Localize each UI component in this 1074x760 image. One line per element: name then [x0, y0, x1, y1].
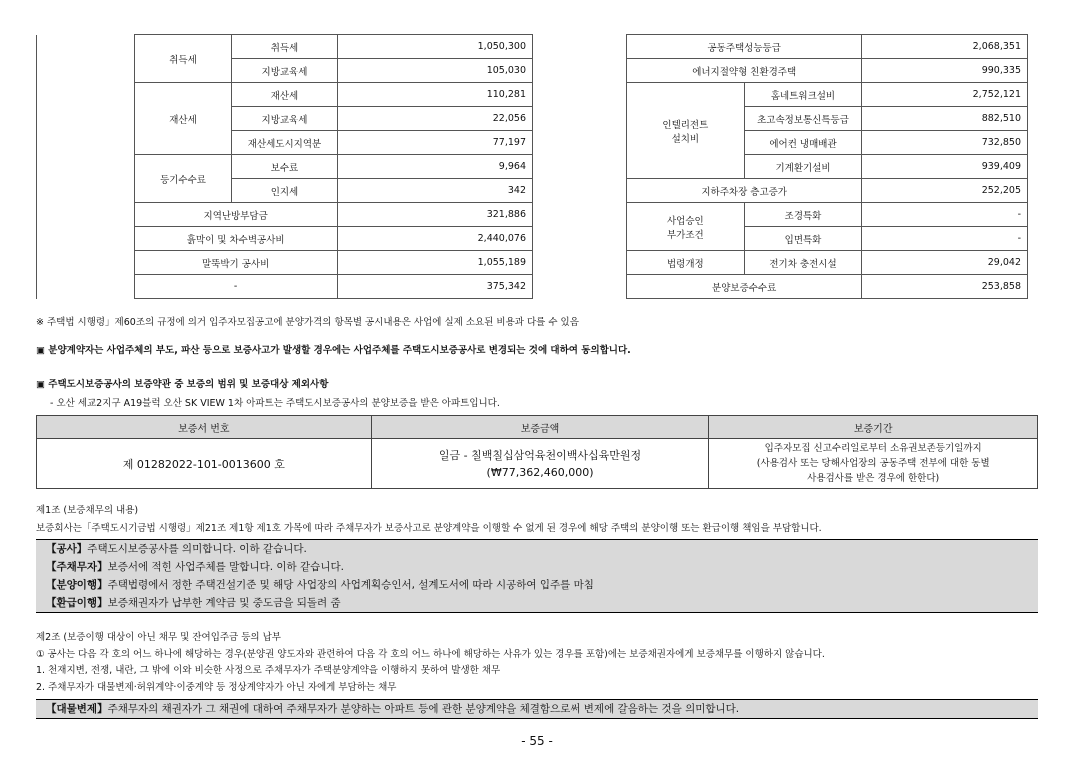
item-eco-housing: 에너지절약형 친환경주택	[627, 59, 862, 83]
note-guarantee-scope: ▣ 주택도시보증공사의 보증약관 중 보증의 범위 및 보증대상 제외사항	[36, 379, 329, 390]
article1-body: 보증회사는「주택도시기금법 시행령」제21조 제1항 제1호 가목에 따라 주채무자가 보증사고로 분양계약을 이행할 수 없게 된 경우에 해당 주택의 분양이행 또는 환급이행 책임을 부담합니다.	[36, 523, 822, 534]
item-ventilation: 기계환기설비	[744, 155, 862, 179]
item-guarantee-fee: 분양보증수수료	[627, 275, 862, 299]
article2-title: 제2조 (보증이행 대상이 아닌 채무 및 잔여입주금 등의 납부	[36, 632, 281, 643]
cost-table-right	[626, 34, 1028, 299]
value-ventilation: 939,409	[862, 155, 1028, 179]
definition-row	[36, 558, 1038, 576]
header-guarantee-number: 보증서 번호	[37, 416, 372, 439]
article2-line3: 2. 주채무자가 대물변제·허위계약·이중계약 등 정상계약자가 아닌 자에게 부담하는 채무	[36, 682, 397, 693]
item-home-network: 홈네트워크설비	[744, 83, 862, 107]
note-apartment-guarantee: - 오산 세교2지구 A19블럭 오산 SK VIEW 1차 아파트는 주택도시보증공사의 분양보증을 받은 아파트입니다.	[50, 398, 500, 409]
item-ac-piping: 에어컨 냉매배관	[744, 131, 862, 155]
value-urban-area-tax: 77,197	[337, 131, 532, 155]
item-commission: 보수료	[232, 155, 337, 179]
value-local-education-tax-2: 22,056	[337, 107, 532, 131]
definition-term: 【주채무자】	[46, 561, 108, 573]
guarantee-period	[709, 439, 1038, 489]
substitution-text: 주채무자의 채권자가 그 채권에 대하여 주채무자가 분양하는 아파트 등에 관한 분양계약을 체결함으로써 변제에 갈음하는 것을 의미합니다.	[107, 703, 740, 715]
header-guarantee-period: 보증기간	[709, 416, 1038, 439]
guarantee-period-line2: (사용검사 또는 당해사업장의 공동주택 전부에 대한 동별	[756, 458, 990, 469]
value-local-education-tax-1: 105,030	[337, 59, 532, 83]
group-registration-fee: 등기수수료	[134, 155, 232, 203]
group-acquisition-tax: 취득세	[134, 35, 232, 83]
substitution-row	[36, 700, 1038, 718]
item-facade: 입면특화	[744, 227, 862, 251]
item-acquisition-tax: 취득세	[232, 35, 337, 59]
guarantee-amount-words: 일금 - 칠백칠십삼억육천이백사십육만원정	[438, 448, 642, 462]
value-guarantee-fee: 253,858	[862, 275, 1028, 299]
item-district-heating: 지역난방부담금	[134, 203, 337, 227]
group-intelligent: 인텔리전트 설치비	[627, 83, 745, 179]
group-approval-conditions: 사업승인 부가조건	[627, 203, 745, 251]
guarantee-period-line1: 입주자모집 신고수리일로부터 소유권보존등기일까지	[764, 443, 982, 454]
definition-row	[36, 540, 1038, 558]
value-piling: 1,055,189	[337, 251, 532, 275]
item-stamp-tax: 인지세	[232, 179, 337, 203]
guarantee-table	[36, 415, 1038, 489]
article2-line2: 1. 천재지변, 전쟁, 내란, 그 밖에 이와 비슷한 사정으로 주채무자가 주택분양계약을 이행하지 못하여 발생한 채무	[36, 665, 501, 676]
item-local-education-tax-2: 지방교육세	[232, 107, 337, 131]
item-urban-area-tax: 재산세도시지역분	[232, 131, 337, 155]
definition-text: 주택도시보증공사를 의미합니다. 이하 같습니다.	[87, 543, 307, 555]
definition-term: 【분양이행】	[46, 579, 108, 591]
substitution-term: 【대물변제】	[46, 703, 108, 715]
value-stamp-tax: 342	[337, 179, 532, 203]
item-property-tax: 재산세	[232, 83, 337, 107]
guarantee-amount	[371, 439, 709, 489]
definition-text: 보증채권자가 납부한 계약금 및 중도금을 되돌려 줌	[107, 597, 341, 609]
guarantee-period-line3: 사용검사를 받은 경우에 한한다)	[807, 473, 940, 484]
note-consent: ▣ 분양계약자는 사업주체의 부도, 파산 등으로 보증사고가 발생할 경우에는 사업주체를 주택도시보증공사로 변경되는 것에 대하여 동의합니다.	[36, 345, 631, 356]
definition-text: 보증서에 적힌 사업주체를 말합니다. 이하 같습니다.	[107, 561, 344, 573]
left-table-margin	[37, 35, 135, 59]
guarantee-number: 제 01282022-101-0013600 호	[37, 439, 372, 489]
value-broadband: 882,510	[862, 107, 1028, 131]
value-ac-piping: 732,850	[862, 131, 1028, 155]
value-home-network: 2,752,121	[862, 83, 1028, 107]
definition-term: 【환급이행】	[46, 597, 108, 609]
definitions-box	[36, 539, 1038, 613]
item-broadband: 초고속정보통신특등급	[744, 107, 862, 131]
item-retaining-wall: 흙막이 및 차수벽공사비	[134, 227, 337, 251]
item-housing-performance: 공동주택성능등급	[627, 35, 862, 59]
value-eco-housing: 990,335	[862, 59, 1028, 83]
item-ev-charging: 전기차 충전시설	[744, 251, 862, 275]
article1-title: 제1조 (보증채무의 내용)	[36, 505, 139, 516]
value-landscaping: -	[862, 203, 1028, 227]
item-dash: -	[134, 275, 337, 299]
value-commission: 9,964	[337, 155, 532, 179]
definition-text: 주택법령에서 정한 주택건설기준 및 해당 사업장의 사업계획승인서, 설계도서에 따라 시공하여 입주를 마침	[107, 579, 594, 591]
header-guarantee-amount: 보증금액	[371, 416, 709, 439]
note-housing-act: ※ 주택법 시행령」제60조의 규정에 의거 입주자모집공고에 분양가격의 항목별 공시내용은 사업에 실제 소요된 비용과 다를 수 있음	[36, 317, 579, 328]
group-law-revision: 법령개정	[627, 251, 745, 275]
value-housing-performance: 2,068,351	[862, 35, 1028, 59]
item-piling: 말뚝박기 공사비	[134, 251, 337, 275]
guarantee-amount-number: (₩77,362,460,000)	[486, 465, 594, 479]
definition-row	[36, 594, 1038, 612]
definition-row	[36, 576, 1038, 594]
page-number: - 55 -	[521, 734, 553, 748]
value-property-tax: 110,281	[337, 83, 532, 107]
item-parking-height: 지하주차장 층고증가	[627, 179, 862, 203]
substitution-box	[36, 699, 1038, 719]
cost-table-left	[36, 34, 533, 299]
value-ev-charging: 29,042	[862, 251, 1028, 275]
value-facade: -	[862, 227, 1028, 251]
item-landscaping: 조경특화	[744, 203, 862, 227]
value-district-heating: 321,886	[337, 203, 532, 227]
value-parking-height: 252,205	[862, 179, 1028, 203]
article2-line1: ① 공사는 다음 각 호의 어느 하나에 해당하는 경우(분양권 양도자와 관련하여 다음 각 호의 어느 하나에 해당하는 사유가 있는 경우를 포함)에는 보증채권자에게 보증채무를 이행하지 않습니다.	[36, 649, 825, 660]
item-local-education-tax-1: 지방교육세	[232, 59, 337, 83]
value-dash: 375,342	[337, 275, 532, 299]
definition-term: 【공사】	[46, 543, 88, 555]
value-retaining-wall: 2,440,076	[337, 227, 532, 251]
group-property-tax: 재산세	[134, 83, 232, 155]
value-acquisition-tax: 1,050,300	[337, 35, 532, 59]
